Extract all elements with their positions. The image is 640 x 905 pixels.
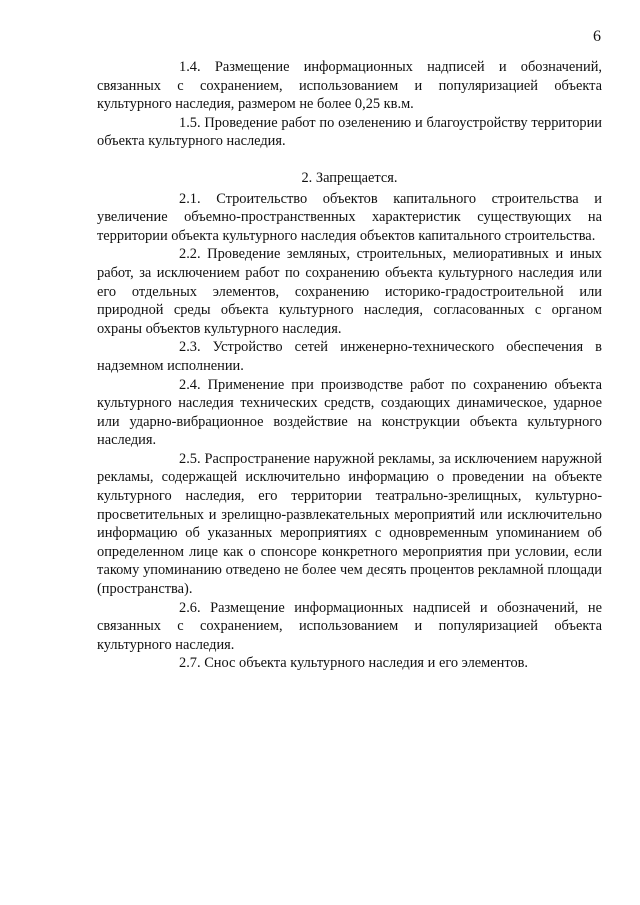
paragraph-text: Устройство сетей инженерно-технического обеспечения в надземном исполнении.: [97, 339, 602, 374]
paragraph-number: 2.6.: [179, 599, 201, 616]
paragraph-number: 1.5.: [179, 114, 201, 131]
paragraph-number: 2.5.: [179, 450, 201, 467]
page-number: 6: [593, 28, 601, 45]
document-body: [97, 58, 602, 673]
paragraph-1-4: [97, 58, 602, 114]
paragraph-text: Распространение наружной рекламы, за исключением наружной рекламы, содержащей исключительно информацию о проведении на объекте культурного наследия, его территории театрально-зрелищных, культурно-просветительных и зрелищно-развлекательных мероприятий или исключительно информацию об указанных мероприятиях с одновременным упоминанием об определенном лице как о спонсоре конкретного мероприятия при условии, если такому упоминанию отведено не более чем десять процентов рекламной площади (пространства).: [97, 450, 602, 598]
paragraph-number: 1.4.: [179, 59, 201, 75]
paragraph-text: Строительство объектов капитального строительства и увеличение объемно-пространственных характеристик существующих на территории объекта культурного наследия объектов капитального строительства.: [97, 190, 602, 244]
paragraph-2-1: [97, 190, 602, 246]
paragraph-text: Применение при производстве работ по сохранению объекта культурного наследия технических средств, создающих динамическое, ударное или ударно-вибрационное воздействие на конструкции объекта культурного наследия.: [97, 376, 602, 449]
paragraph-2-3: [97, 338, 602, 375]
paragraph-2-5: [97, 450, 602, 599]
paragraph-number: 2.3.: [179, 339, 201, 356]
paragraph-text: Снос объекта культурного наследия и его элементов.: [204, 655, 529, 672]
paragraph-text: Размещение информационных надписей и обозначений, не связанных с сохранением, использованием и популяризацией объекта культурного наследия.: [97, 599, 602, 653]
paragraph-number: 2.7.: [179, 655, 201, 672]
paragraph-2-4: [97, 376, 602, 450]
paragraph-2-6: [97, 599, 602, 655]
paragraph-number: 2.2.: [179, 246, 201, 263]
paragraph-2-7: [97, 654, 602, 673]
paragraph-number: 2.1.: [179, 190, 201, 207]
section-heading: 2. Запрещается.: [301, 169, 398, 186]
paragraph-2-2: [97, 245, 602, 338]
paragraph-1-5: [97, 114, 602, 151]
paragraph-text: Размещение информационных надписей и обозначений, связанных с сохранением, использованием и популяризацией объекта культурного наследия, размером не более 0,25 кв.м.: [97, 59, 602, 113]
paragraph-text: Проведение работ по озеленению и благоустройству территории объекта культурного наследия.: [97, 114, 602, 150]
paragraph-number: 2.4.: [179, 376, 201, 393]
paragraph-text: Проведение земляных, строительных, мелиоративных и иных работ, за исключением работ по сохранению объекта культурного наследия или его отдельных элементов, сохранению историко-градостроительной или природной среды объекта культурного наследия, согласованных с органом охраны объектов культурного наследия.: [97, 246, 602, 337]
